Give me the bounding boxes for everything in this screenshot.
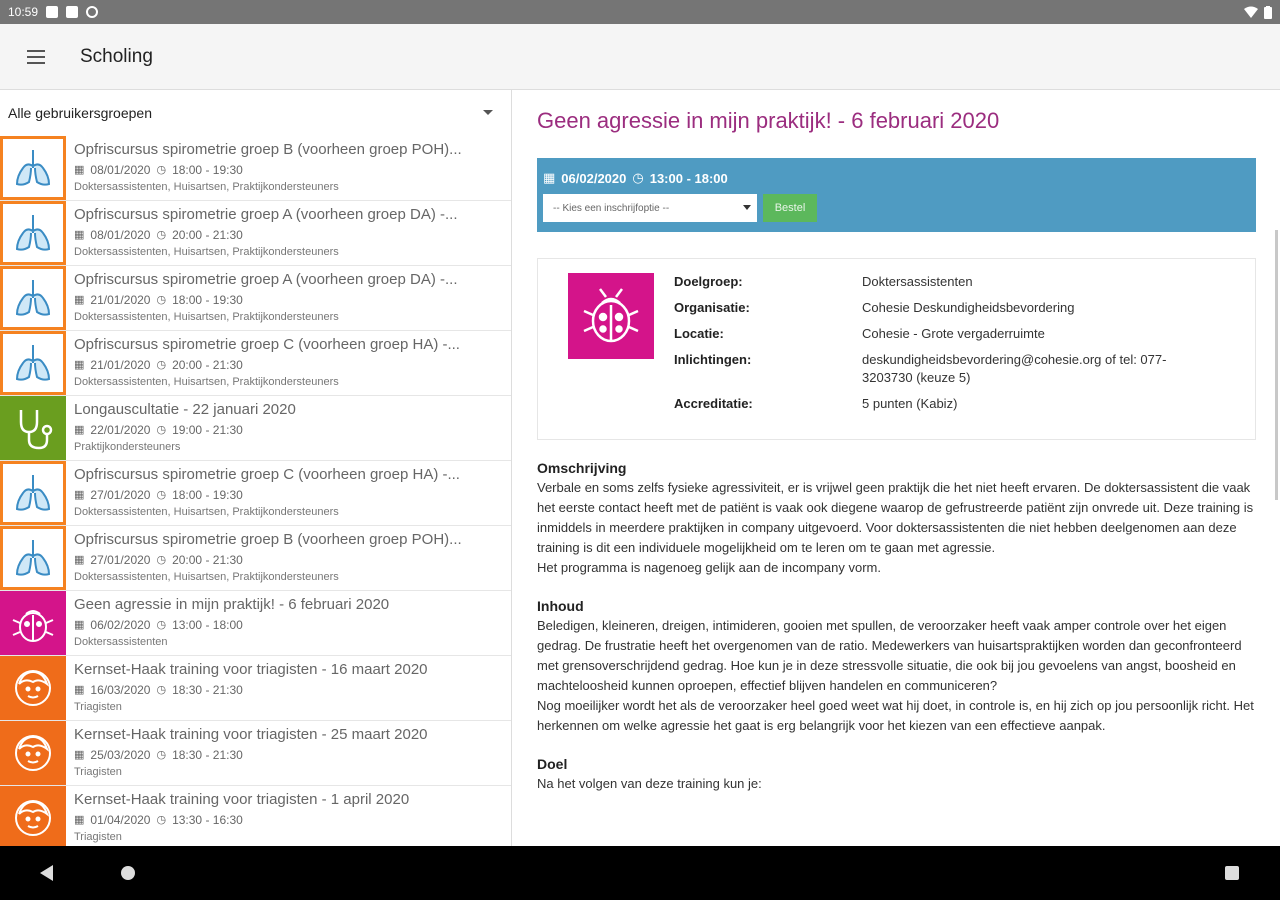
course-list-item[interactable] [0,786,511,846]
info-value: Doktersassistenten [862,274,973,289]
course-item-body [66,136,511,200]
menu-icon[interactable] [0,24,72,90]
app-title: Scholing [80,45,153,67]
calendar-icon: ▦ [74,164,85,176]
calendar-icon: ▦ [74,359,85,371]
sync-icon [86,6,98,18]
course-list-item[interactable] [0,396,511,461]
info-key: Inlichtingen: [674,352,752,367]
course-title: Opfriscursus spirometrie groep B (voorheen groep POH)... [74,531,462,548]
course-time: 20:00 - 21:30 [172,228,243,242]
info-key: Accreditatie: [674,396,753,411]
clock-icon: ◷ [156,424,167,436]
info-row [674,299,1212,317]
course-date: 08/01/2020 [90,228,151,242]
lungs-icon [0,331,66,395]
section-heading: Omschrijving [537,460,627,476]
course-title: Longauscultatie - 22 januari 2020 [74,401,296,418]
status-left [8,5,98,19]
course-title: Kernset-Haak training voor triagisten - 1 april 2020 [74,791,410,808]
course-title: Opfriscursus spirometrie groep B (voorheen groep POH)... [74,141,462,158]
calendar-icon: ▦ [74,684,85,696]
clock-icon: ◷ [156,684,167,696]
course-meta [74,422,503,438]
course-date: 06/02/2020 [90,618,151,632]
info-table [674,273,1212,425]
course-target-groups: Doktersassistenten, Huisartsen, Praktijkondersteuners [74,246,339,258]
course-list-pane [0,90,512,846]
calendar-icon: ▦ [74,749,85,761]
info-value: Cohesie - Grote vergaderruimte [862,326,1045,341]
recent-apps-icon[interactable] [1225,866,1239,880]
user-group-dropdown[interactable] [0,90,511,136]
course-target-groups: Triagisten [74,831,122,843]
calendar-icon: ▦ [74,229,85,241]
course-target-groups: Doktersassistenten, Huisartsen, Praktijkondersteuners [74,181,339,193]
course-item-body [66,591,511,655]
course-title: Opfriscursus spirometrie groep C (voorheen groep HA) -... [74,336,460,353]
clock-icon: ◷ [156,619,167,631]
lungs-icon [0,136,66,200]
back-icon[interactable] [40,865,53,881]
section-text: Het programma is nagenoeg gelijk aan de incompany vorm. [537,560,881,575]
course-time: 20:00 - 21:30 [172,358,243,372]
section-heading: Inhoud [537,598,584,614]
course-time: 13:30 - 16:30 [172,813,243,827]
status-right [1244,6,1272,19]
calendar-icon: ▦ [74,554,85,566]
course-date: 27/01/2020 [90,553,151,567]
course-list-item[interactable] [0,266,511,331]
wifi-icon [1244,6,1258,18]
course-target-groups: Doktersassistenten, Huisartsen, Praktijkondersteuners [74,311,339,323]
course-meta [74,162,503,178]
course-date: 21/01/2020 [90,293,151,307]
course-list-item[interactable] [0,526,511,591]
info-key: Locatie: [674,326,724,341]
clock-icon: ◷ [156,554,167,566]
course-target-groups: Doktersassistenten, Huisartsen, Praktijkondersteuners [74,506,339,518]
chevron-down-icon [743,205,751,210]
course-target-groups: Praktijkondersteuners [74,441,181,453]
course-date: 01/04/2020 [90,813,151,827]
course-date: 16/03/2020 [90,683,151,697]
course-title: Kernset-Haak training voor triagisten - 16 maart 2020 [74,661,428,678]
course-title: Opfriscursus spirometrie groep A (voorheen groep DA) -... [74,271,458,288]
section-inhoud [537,596,1256,736]
course-target-groups: Triagisten [74,766,122,778]
info-card [537,258,1256,440]
face-icon [0,721,66,785]
course-list [0,136,511,846]
course-date: 08/01/2020 [90,163,151,177]
calendar-icon: ▦ [543,170,556,185]
course-meta [74,292,503,308]
calendar-icon: ▦ [74,294,85,306]
course-time: 18:00 - 19:30 [172,293,243,307]
clock-icon: ◷ [632,170,644,185]
detail-scrollbar[interactable] [1275,230,1278,500]
calendar-icon: ▦ [74,814,85,826]
course-title: Kernset-Haak training voor triagisten - 25 maart 2020 [74,726,428,743]
info-value: Cohesie Deskundigheidsbevordering [862,300,1075,315]
course-item-body [66,786,511,846]
course-date: 27/01/2020 [90,488,151,502]
course-meta [74,357,503,373]
course-list-item[interactable] [0,721,511,786]
course-title: Opfriscursus spirometrie groep C (voorheen groep HA) -... [74,466,460,483]
info-row [674,273,1212,291]
chevron-down-icon [483,110,493,115]
calendar-icon: ▦ [74,619,85,631]
course-meta [74,227,503,243]
course-date: 25/03/2020 [90,748,151,762]
section-text: Nog moeilijker wordt het als de veroorzaker heel goed weet wat hij doet, in controle is, en hij zich op jou persoonlijk richt. Het herkennen om welke agressie het gaat is erg belangrijk voor het kiezen van een effectieve aanpak. [537,698,1254,733]
clock-icon: ◷ [156,749,167,761]
ladybug-icon [568,273,654,359]
course-time: 18:00 - 19:30 [172,488,243,502]
info-row [674,351,1212,387]
course-title: Geen agressie in mijn praktijk! - 6 februari 2020 [74,596,390,613]
session-date: 06/02/2020 [561,170,627,186]
course-list-item[interactable] [0,136,511,201]
info-value: deskundigheidsbevordering@cohesie.org of tel: 077-3203730 (keuze 5) [862,352,1167,385]
info-row [674,325,1212,343]
enroll-option-select[interactable] [543,194,757,222]
clock-icon: ◷ [156,814,167,826]
lungs-icon [0,201,66,265]
course-meta [74,747,503,763]
course-time: 20:00 - 21:30 [172,553,243,567]
course-list-item[interactable] [0,461,511,526]
sd-card-icon [66,6,78,18]
section-text: Na het volgen van deze training kun je: [537,776,762,791]
ladybug-icon [0,591,66,655]
clock-icon: ◷ [156,489,167,501]
course-item-body [66,331,511,395]
session-datetime [543,170,1250,186]
order-button[interactable]: Bestel [763,194,817,222]
course-meta [74,682,503,698]
battery-icon [1264,6,1272,19]
lungs-icon [0,526,66,590]
section-heading: Doel [537,756,568,772]
course-item-body [66,201,511,265]
course-title: Opfriscursus spirometrie groep A (voorheen groep DA) -... [74,206,458,223]
section-text: Beledigen, kleineren, dreigen, intimideren, gooien met spullen, de veroorzaker heeft vaak amper controle over het eigen gedrag. De frustratie heeft het overgenomen van de ratio. Medewerkers van huisartspraktijken worden dan geconfronteerd met grensoverschrijdend gedrag. Hoe kun je in deze stressvolle situatie, die ook bij jou gevoelens van angst, boosheid en machteloosheid kunnen oproepen, effectief blijven handelen en communiceren? [537,618,1242,693]
course-date: 22/01/2020 [90,423,151,437]
course-meta [74,617,503,633]
course-list-item[interactable] [0,591,511,656]
course-target-groups: Doktersassistenten, Huisartsen, Praktijkondersteuners [74,376,339,388]
clock-icon: ◷ [156,164,167,176]
course-target-groups: Doktersassistenten, Huisartsen, Praktijkondersteuners [74,571,339,583]
course-target-groups: Doktersassistenten [74,636,168,648]
stethoscope-icon [0,396,66,460]
course-meta [74,487,503,503]
clock-icon: ◷ [156,229,167,241]
course-date: 21/01/2020 [90,358,151,372]
info-key: Doelgroep: [674,274,743,289]
app-bar [0,24,1280,90]
lungs-icon [0,266,66,330]
calendar-icon: ▦ [74,424,85,436]
lungs-icon [0,461,66,525]
info-value: 5 punten (Kabiz) [862,396,958,411]
course-item-body [66,461,511,525]
enroll-placeholder: -- Kies een inschrijfoptie -- [553,202,670,214]
face-icon [0,656,66,720]
info-row [674,395,1212,413]
course-time: 19:00 - 21:30 [172,423,243,437]
section-text: Verbale en soms zelfs fysieke agressiviteit, er is vrijwel geen praktijk die het niet heeft ervaren. De doktersassistent die vaak het eerste contact heeft met de patiënt is vaak ook diegene waarop de gefrustreerde patiënt zijn onvrede uit. Deze training is inmiddels in meerdere praktijken in company uitgevoerd. Voor doktersassistenten die niet hebben deelgenomen aan deze training is dit een individuele mogelijkheid om te leren om te gaan met agressie. [537,480,1254,555]
status-time: 10:59 [8,5,39,19]
course-meta [74,812,503,828]
course-meta [74,552,503,568]
clock-icon: ◷ [156,294,167,306]
section-omschrijving [537,458,1256,578]
session-bar [537,158,1256,232]
course-list-item[interactable] [0,331,511,396]
course-item-body [66,266,511,330]
course-time: 13:00 - 18:00 [172,618,243,632]
course-time: 18:30 - 21:30 [172,683,243,697]
system-nav-bar [0,846,1280,900]
section-doel [537,754,1256,794]
course-target-groups: Triagisten [74,701,122,713]
info-key: Organisatie: [674,300,750,315]
home-icon[interactable] [121,866,135,880]
status-bar [0,0,1280,24]
calendar-icon: ▦ [74,489,85,501]
course-item-body [66,656,511,720]
user-group-selected: Alle gebruikersgroepen [8,105,152,121]
course-list-item[interactable] [0,656,511,721]
course-detail [513,90,1280,846]
course-item-body [66,396,511,460]
face-icon [0,786,66,846]
notification-icon [46,6,58,18]
course-item-body [66,526,511,590]
course-time: 18:00 - 19:30 [172,163,243,177]
course-time: 18:30 - 21:30 [172,748,243,762]
detail-title: Geen agressie in mijn praktijk! - 6 februari 2020 [537,108,1000,133]
session-time: 13:00 - 18:00 [649,170,728,186]
session-controls [543,194,1250,222]
clock-icon: ◷ [156,359,167,371]
course-list-item[interactable] [0,201,511,266]
course-item-body [66,721,511,785]
